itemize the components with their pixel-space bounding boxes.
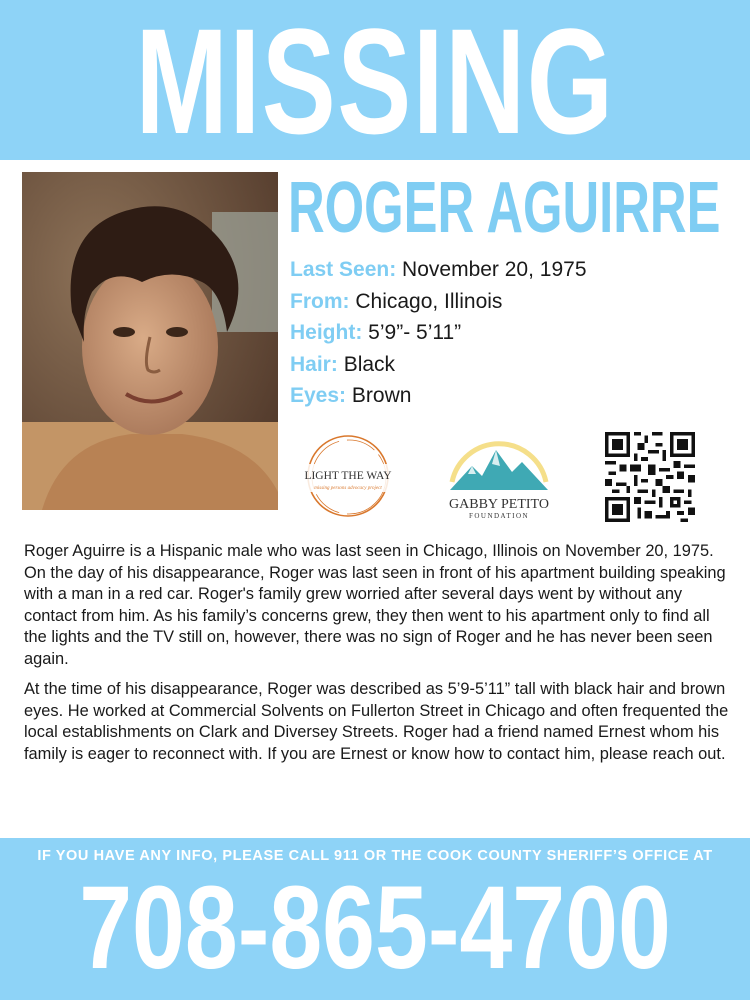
missing-person-photo	[22, 172, 278, 510]
fact-value: Black	[343, 352, 396, 376]
qr-code-graphic	[604, 432, 696, 522]
person-name: ROGER AGUIRRE	[288, 168, 721, 248]
gabby-petito-emblem	[430, 424, 568, 524]
fact-label: Last Seen:	[290, 258, 397, 281]
light-the-way-logo[interactable]	[288, 428, 408, 524]
fact-eyes	[290, 380, 730, 412]
ltw-title: LIGHT THE WAY	[304, 470, 392, 482]
gp-title: GABBY PETITO	[449, 497, 549, 512]
fact-value: Chicago, Illinois	[355, 289, 503, 313]
biography	[24, 541, 730, 774]
bio-paragraph: Roger Aguirre is a Hispanic male who was last seen in Chicago, Illinois on November 20, 1975. On the day of his disappearance, Roger was last seen in front of his apartment building speaking with a man in a red car. Roger's family grew worried after several days went by without any contact from him. As his family’s concerns grew, they then went to his apartment only to find all the lights and the TV still on, however, there was no sign of Roger and he has never been seen again.	[24, 542, 726, 668]
gp-subtitle: FOUNDATION	[468, 512, 530, 520]
fact-height	[290, 317, 730, 349]
fact-value: November 20, 1975	[402, 258, 587, 281]
fact-label: Hair:	[290, 352, 338, 376]
bio-paragraph: At the time of his disappearance, Roger was described as 5’9-5’11” tall with black hair and brown eyes. He worked at Commercial Solvents on Fullerton Street in Chicago and often frequented the local establishments on Clark and Diversey Streets. Roger had a friend named Ernest whom his family is eager to reconnect with. If you are Ernest or know how to contact him, please reach out.	[24, 680, 729, 763]
light-the-way-emblem	[288, 428, 408, 524]
photo-illustration	[22, 172, 278, 510]
fact-label: From:	[290, 289, 350, 313]
fact-value: Brown	[351, 384, 412, 407]
ltw-tagline: missing persons advocacy project	[314, 486, 382, 491]
contact-instructions: IF YOU HAVE ANY INFO, PLEASE CALL 911 OR THE COOK COUNTY SHERIFF’S OFFICE AT	[37, 848, 713, 864]
fact-label: Eyes:	[290, 384, 347, 407]
gabby-petito-foundation-logo[interactable]	[430, 424, 568, 524]
page-title: MISSING	[135, 0, 615, 165]
fact-value: 5’9”- 5’11”	[368, 321, 462, 344]
fact-last-seen	[290, 254, 730, 286]
qr-code-icon[interactable]	[604, 432, 696, 522]
phone-number[interactable]: 708-865-4700	[79, 862, 671, 994]
facts-list	[290, 254, 730, 412]
fact-from	[290, 286, 730, 318]
fact-label: Height:	[290, 321, 363, 344]
fact-hair	[290, 349, 730, 381]
